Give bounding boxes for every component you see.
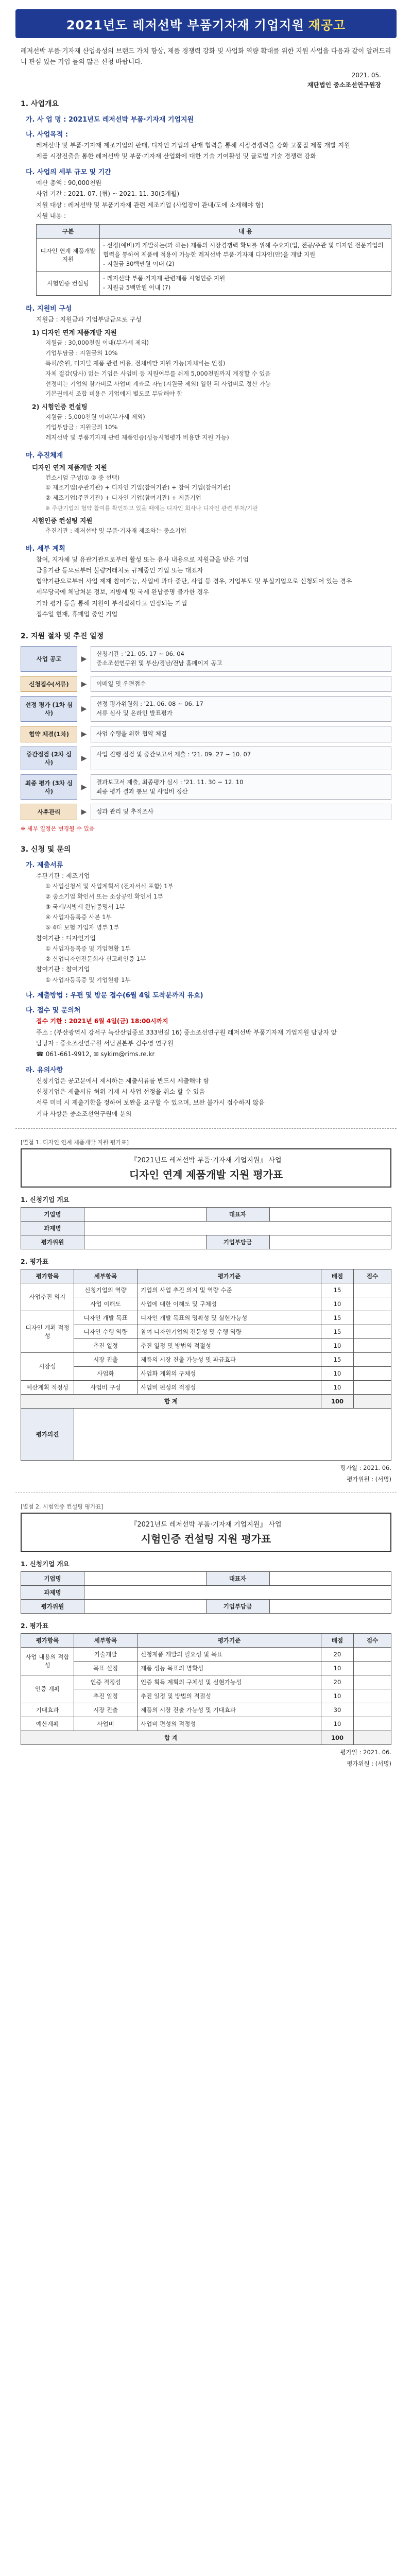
- form2-subtitle: 『2021년도 레저선박 부품·기자재 기업지원』 사업: [130, 1520, 282, 1529]
- procedure-step: [21, 646, 391, 672]
- eval-criteria: 사업에 대한 이해도 및 구체성: [138, 1297, 321, 1311]
- apply-phone-email: ☎ 061-661-9912, ✉ sykim@rims.re.kr: [36, 1050, 155, 1058]
- eval-subitem: 시장 진출: [74, 1352, 138, 1366]
- eval-category: 사업 내용의 적합성: [21, 1647, 74, 1675]
- eval-total-points: 100: [321, 1731, 354, 1744]
- project-name: 가. 사 업 명 : 2021년도 레저선박 부품·기자재 기업지원: [26, 115, 194, 124]
- eval-score[interactable]: [354, 1703, 391, 1717]
- arrow-right-icon: ▶: [81, 705, 87, 714]
- caution-item: 서류 미비 시 제출기한을 정하여 보완을 요구할 수 있으며, 보완 불가시 접수하지 않음: [36, 1099, 265, 1107]
- purpose-title: 나. 사업목적 :: [26, 130, 68, 139]
- step-label: 협약 체결(1차): [21, 726, 77, 742]
- procedure-step: [21, 676, 391, 692]
- eval-score[interactable]: [354, 1283, 391, 1297]
- arrow-right-icon: ▶: [81, 783, 87, 791]
- eval-score[interactable]: [354, 1352, 391, 1366]
- apply-item: 참여기관 : 참여기업: [36, 965, 90, 973]
- eval-subitem: 사업화: [74, 1366, 138, 1380]
- arrow-right-icon: ▶: [81, 654, 87, 663]
- section-overview-title: 1. 사업개요: [21, 99, 59, 108]
- info-value[interactable]: [84, 1221, 391, 1235]
- plan-item: 협약기관으로부터 사업 제재 참여가능, 사업비 과다 중단, 사업 등 경우, 기업부도 및 부실기업으로 신청되어 있는 경우: [36, 578, 352, 585]
- table-row: [21, 1380, 391, 1394]
- apply-item: ① 사업신청서 및 사업계획서 (전자서식 포함) 1부: [45, 883, 174, 890]
- eval-points: 15: [321, 1283, 354, 1297]
- funding-item: 기본권에서 조합 비용은 기업에게 별도로 부담해야 함: [45, 390, 183, 398]
- eval-subitem: 사업비 구성: [74, 1380, 138, 1394]
- table-row: [21, 1675, 391, 1689]
- eval-criteria: 추진 일정 및 방법의 적절성: [138, 1689, 321, 1703]
- info-label: 기업부담금: [206, 1235, 269, 1249]
- eval-score[interactable]: [354, 1380, 391, 1394]
- table-row: [21, 1297, 391, 1311]
- info-value[interactable]: [269, 1599, 391, 1613]
- info-value[interactable]: [269, 1571, 391, 1585]
- form2-sign: 평가위원 : (서명): [347, 1759, 391, 1767]
- purpose-item: 제품 시장진출을 통한 레저선박 및 부품·기자재 산업화에 대한 기술 기여활성 및 글로벌 기술 경쟁력 강화: [36, 152, 317, 160]
- eval-total-points: 100: [321, 1394, 354, 1408]
- table-row: [21, 1283, 391, 1297]
- step-desc: 신청기간 : '21. 05. 17 ~ 06. 04 중소조선연구원 및 부산/경남/전남 홈페이지 공고: [91, 646, 391, 672]
- eval-subitem: 디자인 수행 역량: [74, 1325, 138, 1338]
- step-desc: 이메일 및 우편접수: [91, 676, 391, 692]
- table-row: [21, 1689, 391, 1703]
- form1-subtitle: 『2021년도 레저선박 부품·기자재 기업지원』 사업: [130, 1156, 282, 1164]
- eval-header: 평가항목: [21, 1269, 74, 1283]
- scale-item: 사업 기간 : 2021. 07. (협) ~ 2021. 11. 30(5개월): [36, 190, 180, 198]
- info-value[interactable]: [269, 1235, 391, 1249]
- eval-score[interactable]: [354, 1338, 391, 1352]
- form2-date: 평가일 : 2021. 06.: [340, 1748, 391, 1756]
- funding-item: 지원금 : 지원금과 기업부담금으로 구성: [36, 316, 142, 324]
- form1-sec1: 1. 신청기업 개요: [21, 1195, 70, 1204]
- eval-total-score[interactable]: [354, 1394, 391, 1408]
- apply-item: ③ 국세/지방세 완납증명서 1부: [45, 903, 125, 911]
- eval-points: 10: [321, 1366, 354, 1380]
- eval-subitem: 시장 진출: [74, 1703, 138, 1717]
- eval-total-label: 합 계: [21, 1394, 321, 1408]
- eval-criteria: 참여 디자인기업의 전문성 및 수행 역량: [138, 1325, 321, 1338]
- eval-criteria: 기업의 사업 추진 의지 및 역량 수준: [138, 1283, 321, 1297]
- support-row-type: 디자인 연계 제품개발 지원: [37, 239, 100, 272]
- form1-date: 평가일 : 2021. 06.: [340, 1464, 391, 1471]
- form2-sec2: 2. 평가표: [21, 1621, 49, 1630]
- eval-category: 인증 계획: [21, 1675, 74, 1703]
- funding-item: 레저선박 및 부품기자재 관련 제품인증(성능시험평가 비용만 지원 가능): [45, 433, 229, 441]
- support-table-header: 구분: [37, 225, 100, 239]
- step-desc: 사업 진행 점검 및 중간보고서 제출 : '21. 09. 27 ~ 10. 07: [91, 747, 391, 770]
- notice-title: [15, 9, 397, 38]
- reannouncement-badge: 재공고: [308, 18, 346, 32]
- eval-header: 점수: [354, 1269, 391, 1283]
- eval-header: 평가기준: [138, 1269, 321, 1283]
- eval-score[interactable]: [354, 1647, 391, 1661]
- form1-sign: 평가위원 : (서명): [347, 1475, 391, 1483]
- eval-header: 평가항목: [21, 1633, 74, 1647]
- support-row-desc: - 선정(예비)기 개발하는(과 하는) 제품의 시장경쟁력 확보를 위해 수요자(업, 전공/주관 및 디자인 전문기업의 협력을 통하여 제품에 적용이 가능한 레저선박 부품·기자재 디자인(안)을 개발 지원 - 지원금 30백만원 이내 (2): [100, 239, 391, 272]
- eval-category: 예산계획: [21, 1717, 74, 1731]
- eval-points: 20: [321, 1647, 354, 1661]
- form2-sec1: 1. 신청기업 개요: [21, 1560, 70, 1568]
- info-value[interactable]: [84, 1599, 207, 1613]
- form1-title: 디자인 연계 제품개발 지원 평가표: [129, 1168, 283, 1181]
- form2-title: 시험인증 컨설팅 지원 평가표: [141, 1532, 271, 1545]
- structure-subtitle: 시험인증 컨설팅 지원: [32, 517, 93, 525]
- table-row: [21, 1366, 391, 1380]
- plan-item: 세무당국에 체납처분 정보, 지방세 및 국세 완납증명 불가한 경우: [36, 588, 209, 596]
- procedure-step: [21, 774, 391, 800]
- form1-sec2: 2. 평가표: [21, 1257, 49, 1265]
- apply-item: 주관기관 : 제조기업: [36, 872, 90, 880]
- apply-item: ④ 사업자등록증 사본 1부: [45, 913, 112, 921]
- signature-org: 재단법인 중소조선연구원장: [307, 81, 381, 89]
- caution-item: 신청기업은 공고문에서 제시하는 제출서류를 반드시 제출해야 함: [36, 1077, 209, 1085]
- info-label: 기업명: [21, 1571, 84, 1585]
- eval-header: 점수: [354, 1633, 391, 1647]
- structure-note: ※ 주관기업의 협약 참여를 확인하고 있을 때에는 디자인 회사나 디자인 관련 부처/기관: [45, 505, 258, 512]
- form2-eval-table: [21, 1633, 391, 1745]
- procedure-step: [21, 804, 391, 820]
- info-value[interactable]: [84, 1571, 207, 1585]
- apply-item: ② 산업디자인전문회사 신고확인증 1부: [45, 955, 146, 962]
- eval-score[interactable]: [354, 1366, 391, 1380]
- plan-item: 참여, 지자체 및 유관기관으로부터 활성 또는 유사 내용으로 지원금을 받은 기업: [36, 555, 249, 563]
- step-label: 선정 평가 (1차 심사): [21, 696, 77, 722]
- step-desc: 선정 평가위원회 : '21. 06. 08 ~ 06. 17 서류 심사 및 온라인 발표평가: [91, 696, 391, 722]
- eval-criteria: 인증 획득 계획의 구체성 및 실현가능성: [138, 1675, 321, 1689]
- step-desc: 결과보고서 제출, 최종평가 실시 : '21. 11. 30 ~ 12. 10 최종 평가 결과 통보 및 사업비 정산: [91, 774, 391, 800]
- eval-header: 배점: [321, 1269, 354, 1283]
- info-value[interactable]: [269, 1207, 391, 1221]
- eval-subitem: 사업비: [74, 1717, 138, 1731]
- eval-category: 디자인 계획 적정성: [21, 1311, 74, 1352]
- plan-item: 기타 평가 등을 통해 지원이 부적절하다고 인정되는 기업: [36, 599, 187, 607]
- eval-category: 시장성: [21, 1352, 74, 1380]
- funding-title: 라. 지원비 구성: [26, 305, 72, 313]
- eval-points: 20: [321, 1675, 354, 1689]
- procedure-step: [21, 696, 391, 722]
- eval-subitem: 목표 설정: [74, 1661, 138, 1675]
- info-label: 대표자: [206, 1207, 269, 1221]
- funding-item: 자체 절감(당사) 없는 기업은 사업비 등 지원여부를 쉬게 5,000천원까지 계정할 수 있음: [45, 369, 271, 377]
- apply-subtitle: 나. 제출방법 : 우편 및 방문 접수(6월 4일 도착분까지 유효): [26, 992, 203, 1000]
- schedule-note: ※ 세부 일정은 변경될 수 있음: [21, 825, 95, 833]
- apply-subtitle: 다. 접수 및 문의처: [26, 1007, 81, 1015]
- eval-subitem: 추진 일정: [74, 1338, 138, 1352]
- eval-points: 15: [321, 1352, 354, 1366]
- eval-total-label: 합 계: [21, 1731, 321, 1744]
- eval-subitem: 사업 이해도: [74, 1297, 138, 1311]
- arrow-right-icon: ▶: [81, 730, 87, 738]
- apply-item: ① 사업자등록증 및 기업현황 1부: [45, 976, 131, 984]
- scale-title: 다. 사업의 세부 규모 및 기간: [26, 168, 111, 177]
- structure-item: 추진기관 : 레저선박 및 부품·기자재 제조와는 중소기업: [45, 527, 186, 535]
- funding-item: 특허/출원, 디지털 제품 관련 비용, 전체비만 지원 가능(자체비는 인정): [45, 359, 226, 367]
- eval-points: 10: [321, 1717, 354, 1731]
- info-label: 기업명: [21, 1207, 84, 1221]
- table-row: [21, 1311, 391, 1325]
- form1-eval-table: [21, 1269, 391, 1461]
- eval-subitem: 인증 적정성: [74, 1675, 138, 1689]
- eval-points: 10: [321, 1380, 354, 1394]
- support-table-header: 내 용: [100, 225, 391, 239]
- table-row: [21, 1325, 391, 1338]
- eval-subitem: 디자인 개발 목표: [74, 1311, 138, 1325]
- eval-criteria: 사업비 편성의 적정성: [138, 1380, 321, 1394]
- form1-title-box: [21, 1148, 391, 1188]
- step-desc: 성과 관리 및 추적조사: [91, 804, 391, 820]
- arrow-right-icon: ▶: [81, 680, 87, 688]
- arrow-right-icon: ▶: [81, 754, 87, 762]
- info-label: 과제명: [21, 1221, 84, 1235]
- funding-item: 지원금 : 30,000천원 이내(부가세 제외): [45, 339, 149, 347]
- table-row: [21, 1661, 391, 1675]
- opinion-field[interactable]: [74, 1408, 391, 1460]
- form2-title-box: [21, 1513, 391, 1552]
- eval-criteria: 제품 성능 목표의 명확성: [138, 1661, 321, 1675]
- eval-criteria: 디자인 개발 목표의 명확성 및 실현가능성: [138, 1311, 321, 1325]
- table-row: [21, 1703, 391, 1717]
- signature-block: [0, 71, 381, 90]
- eval-category: 예산계획 적정성: [21, 1380, 74, 1394]
- eval-points: 30: [321, 1703, 354, 1717]
- eval-subitem: 추진 일정: [74, 1689, 138, 1703]
- table-row: [21, 1717, 391, 1731]
- eval-criteria: 사업화 계획의 구체성: [138, 1366, 321, 1380]
- structure-item: ② 제조기업(주관기관) + 디자인 기업(참여기관) + 제품기업: [45, 494, 201, 502]
- step-label: 신청접수(서류): [21, 676, 77, 692]
- caution-title: 라. 유의사항: [26, 1066, 63, 1075]
- funding-subtitle: 1) 디자인 연계 제품개발 지원: [32, 329, 117, 337]
- eval-criteria: 사업비 편성의 적정성: [138, 1717, 321, 1731]
- structure-title: 마. 추진체계: [26, 451, 63, 460]
- opinion-label: 평가의견: [21, 1408, 74, 1460]
- info-value[interactable]: [84, 1235, 207, 1249]
- structure-subtitle: 디자인 연계 제품개발 지원: [32, 463, 107, 471]
- eval-criteria: 제품의 시장 진출 가능성 및 기대효과: [138, 1703, 321, 1717]
- eval-score[interactable]: [354, 1325, 391, 1338]
- procedure-step: [21, 747, 391, 770]
- caution-item: 기타 사항은 중소조선연구원에 문의: [36, 1110, 132, 1117]
- eval-points: 10: [321, 1338, 354, 1352]
- eval-score[interactable]: [354, 1297, 391, 1311]
- apply-item: ② 중소기업 확인서 또는 소상공인 확인서 1부: [45, 893, 163, 901]
- info-label: 평가위원: [21, 1235, 84, 1249]
- eval-header: 배점: [321, 1633, 354, 1647]
- plan-item: 접수일 현재, 휴폐업 중인 기업: [36, 610, 118, 618]
- eval-total-score[interactable]: [354, 1731, 391, 1744]
- funding-item: 기업부담금 : 지원금의 10%: [45, 349, 118, 357]
- table-row: [21, 1647, 391, 1661]
- intro-paragraph: 레저선박 부품·기자재 산업육성의 브랜드 가치 향상, 제품 경쟁력 강화 및 사업화 역량 확대를 위한 지원 사업을 다음과 같이 알려드리니 관심 있는 기업 들의 많은 신청 바랍니다.: [21, 47, 391, 66]
- info-label: 과제명: [21, 1585, 84, 1599]
- apply-contact: 담당자 : 중소조선연구원 서남권본부 김수영 연구원: [36, 1039, 174, 1047]
- notice-title-text: 2021년도 레저선박 부품기자재 기업지원: [66, 18, 304, 32]
- signature-date: 2021. 05.: [351, 71, 381, 79]
- eval-points: 15: [321, 1311, 354, 1325]
- apply-address: 주소 : (부산광역시 강서구 녹산산업중로 333번길 16) 중소조선연구원 레저선박 부품기자재 기업지원 담당자 앞: [36, 1028, 337, 1036]
- apply-item: ⑤ 4대 보험 가입자 명부 1부: [45, 923, 119, 931]
- support-row-desc: - 레저선박 부품·기자재 관련제품 시험인증 지원 - 지원금 5백만원 이내 (7): [100, 272, 391, 296]
- eval-score[interactable]: [354, 1717, 391, 1731]
- step-desc: 사업 수행을 위한 협약 체결: [91, 726, 391, 742]
- eval-score[interactable]: [354, 1661, 391, 1675]
- info-value[interactable]: [84, 1207, 207, 1221]
- step-label: 최종 평가 (3차 심사): [21, 774, 77, 800]
- section-apply-title: 3. 신청 및 문의: [21, 845, 71, 854]
- eval-points: 15: [321, 1325, 354, 1338]
- caution-item: 신청기업은 제출서류 허위 기재 시 사업 선정을 취소 할 수 있음: [36, 1088, 205, 1096]
- structure-item: 컨소시엄 구성(① ② 중 선택): [45, 473, 120, 481]
- notice-page: [0, 9, 412, 2576]
- table-total-row: [21, 1731, 391, 1744]
- table-row: [21, 1338, 391, 1352]
- scale-item: 지원 대상 : 레저선박 및 부품기자재 관련 제조기업 (사업장이 관내/도에 소재해야 함): [36, 201, 264, 209]
- eval-points: 10: [321, 1661, 354, 1675]
- apply-item: 참여기관 : 디자인기업: [36, 934, 96, 942]
- eval-header: 평가기준: [138, 1633, 321, 1647]
- plan-item: 금융기관 등으로부터 불량거래처로 규제중인 기업 또는 대표자: [36, 567, 203, 574]
- info-value[interactable]: [84, 1585, 391, 1599]
- funding-subtitle: 2) 시험인증 컨설팅: [32, 403, 88, 411]
- eval-score[interactable]: [354, 1689, 391, 1703]
- form2-info-table: [21, 1571, 391, 1614]
- table-total-row: [21, 1394, 391, 1408]
- info-label: 기업부담금: [206, 1599, 269, 1613]
- eval-header: 세부항목: [74, 1269, 138, 1283]
- divider: [15, 1128, 397, 1129]
- eval-points: 10: [321, 1297, 354, 1311]
- funding-item: 기업부담금 : 지원금의 10%: [45, 423, 118, 431]
- funding-item: 선정비는 기업의 참가비로 사업비 계좌로 자납(지원금 제외) 일한 뒤 사업비로 정산 가능: [45, 380, 271, 387]
- structure-item: ① 제조기업(주관기관) + 디자인 기업(참여기관) + 참여 기업(참여기관): [45, 484, 231, 492]
- deadline: 접수 기한 : 2021년 6월 4일(금) 18:00시까지: [36, 1018, 168, 1025]
- plan-title: 바. 세부 계획: [26, 545, 65, 553]
- scale-item: 예산 총액 : 90,000천원: [36, 179, 102, 187]
- info-label: 대표자: [206, 1571, 269, 1585]
- procedure-flow: [21, 646, 391, 820]
- funding-item: 지원금 : 5,000천원 이내(부가세 제외): [45, 413, 145, 421]
- form2-label: [별첨 2. 시험인증 컨설팅 평가표]: [21, 1503, 104, 1510]
- eval-points: 10: [321, 1689, 354, 1703]
- eval-category: 기대효과: [21, 1703, 74, 1717]
- support-table: [36, 224, 391, 296]
- eval-criteria: 신청제품 개발의 필요성 및 목표: [138, 1647, 321, 1661]
- eval-score[interactable]: [354, 1675, 391, 1689]
- eval-category: 사업추진 의지: [21, 1283, 74, 1311]
- table-row: [21, 1352, 391, 1366]
- eval-criteria: 제품의 시장 진출 가능성 및 파급효과: [138, 1352, 321, 1366]
- eval-score[interactable]: [354, 1311, 391, 1325]
- form1-info-table: [21, 1207, 391, 1249]
- form1-label: [별첨 1. 디자인 연계 제품개발 지원 평가표]: [21, 1139, 129, 1146]
- arrow-right-icon: ▶: [81, 808, 87, 817]
- step-label: 중간점검 (2차 심사): [21, 747, 77, 770]
- scale-item: 지원 내용 :: [36, 212, 66, 219]
- section-schedule-title: 2. 지원 절차 및 추진 일정: [21, 632, 104, 640]
- step-label: 사업 공고: [21, 646, 77, 672]
- eval-subitem: 기술개발: [74, 1647, 138, 1661]
- apply-subtitle: 가. 제출서류: [26, 861, 63, 870]
- support-row-type: 시험인증 컨설팅: [37, 272, 100, 296]
- step-label: 사후관리: [21, 804, 77, 820]
- apply-item: ① 사업자등록증 및 기업현황 1부: [45, 944, 131, 952]
- eval-header: 세부항목: [74, 1633, 138, 1647]
- purpose-item: 레저선박 및 부품·기자재 제조기업의 판매, 디자인 기업의 판매 협력을 통해 시장경쟁력을 강화 고품질 제품 개발 지원: [36, 141, 350, 149]
- eval-criteria: 추진 일정 및 방법의 적절성: [138, 1338, 321, 1352]
- eval-subitem: 신청기업의 역량: [74, 1283, 138, 1297]
- info-label: 평가위원: [21, 1599, 84, 1613]
- procedure-step: [21, 726, 391, 742]
